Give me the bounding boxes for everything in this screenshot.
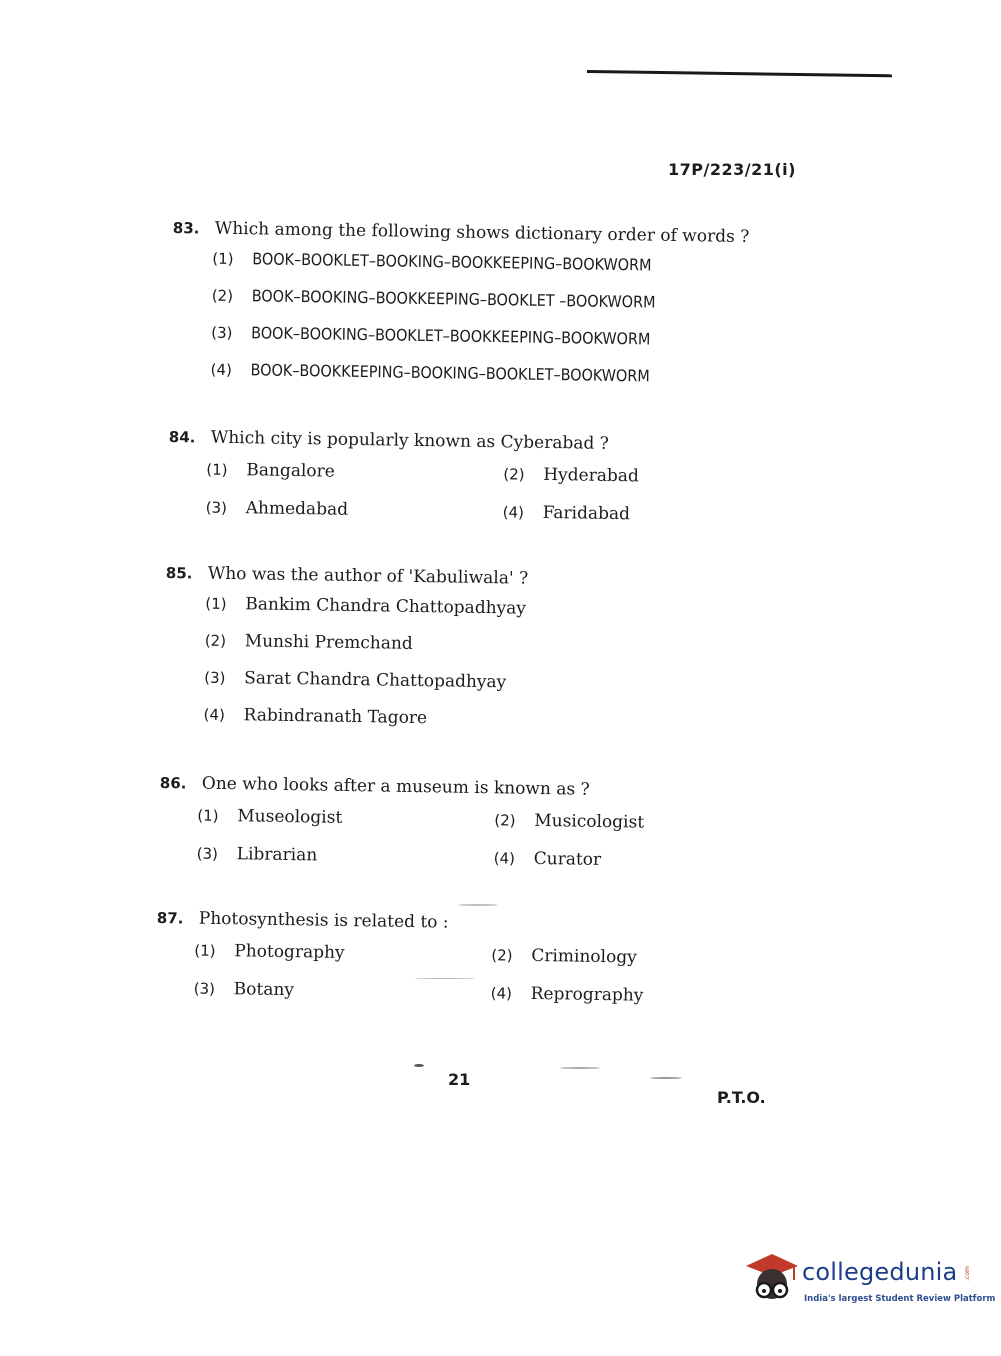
option-1: [205, 594, 528, 636]
option-text: Criminology: [531, 945, 637, 968]
question-text: Who was the author of 'Kabuliwala' ?: [207, 563, 529, 589]
question-text: Which city is popularly known as Cyberabad ?: [210, 427, 610, 454]
option-3: [204, 668, 527, 710]
option-3: [205, 498, 502, 535]
options-grid: [196, 806, 674, 883]
question-87: [155, 908, 672, 1018]
option-label: (1): [206, 460, 228, 479]
option-2: [503, 464, 683, 499]
option-label: (1): [205, 594, 227, 613]
option-label: (1): [212, 249, 234, 268]
option-label: (2): [494, 811, 516, 830]
brand-domain: .com: [963, 1266, 971, 1281]
scan-speck: [650, 1077, 682, 1079]
option-4: [210, 360, 747, 405]
option-text: Botany: [233, 979, 295, 1001]
option-label: (4): [490, 984, 513, 1003]
option-text: BOOK–BOOKLET–BOOKING–BOOKKEEPING–BOOKWORM: [252, 249, 652, 275]
brand-name: collegedunia: [802, 1258, 958, 1286]
options-grid: [205, 460, 683, 537]
options-list: [210, 249, 749, 405]
option-text: Bankim Chandra Chattopadhyay: [245, 594, 527, 619]
option-text: Musicologist: [534, 810, 645, 833]
question-86: [158, 773, 675, 883]
option-4: [493, 848, 673, 883]
option-text: Faridabad: [542, 502, 631, 525]
option-label: (3): [211, 323, 233, 342]
option-label: (3): [193, 979, 216, 998]
paper-code: 17P/223/21(i): [668, 160, 796, 179]
options-grid: [193, 941, 671, 1018]
option-text: Photography: [234, 941, 345, 963]
option-text: BOOK–BOOKING–BOOKLET–BOOKKEEPING–BOOKWORM: [251, 323, 651, 349]
question-number: 86.: [159, 773, 187, 793]
options-list: [203, 594, 528, 747]
option-label: (4): [493, 849, 516, 868]
question-text: Which among the following shows dictionary order of words ?: [214, 218, 750, 248]
option-text: Bangalore: [246, 460, 335, 482]
option-label: (3): [196, 844, 219, 863]
option-4: [490, 983, 670, 1018]
question-number: 83.: [172, 218, 200, 238]
question-83: [170, 218, 749, 405]
option-2: [494, 810, 674, 845]
option-text: BOOK–BOOKING–BOOKKEEPING–BOOKLET –BOOKWORM: [251, 286, 656, 312]
option-label: (1): [197, 806, 219, 825]
option-3: [196, 844, 493, 881]
option-1: [194, 941, 491, 978]
option-label: (4): [203, 705, 226, 724]
question-number: 87.: [156, 908, 184, 928]
option-label: (2): [211, 286, 234, 305]
question-text: Photosynthesis is related to :: [198, 908, 449, 933]
option-text: Ahmedabad: [245, 498, 349, 520]
option-label: (2): [491, 946, 513, 965]
scan-speck: [414, 1064, 424, 1067]
option-label: (1): [194, 941, 216, 960]
option-text: Munshi Premchand: [244, 631, 413, 654]
pto-label: P.T.O.: [717, 1088, 766, 1107]
option-text: Rabindranath Tagore: [243, 705, 428, 729]
page-number: 21: [448, 1070, 471, 1089]
collegedunia-watermark: [742, 1248, 996, 1314]
option-2: [491, 945, 671, 980]
question-text: One who looks after a museum is known as ?: [201, 773, 590, 800]
option-text: Museologist: [237, 806, 343, 828]
option-text: Sarat Chandra Chattopadhyay: [244, 668, 507, 693]
option-label: (3): [204, 668, 226, 687]
question-85: [163, 563, 528, 747]
option-text: Curator: [533, 848, 602, 870]
option-text: Librarian: [236, 844, 318, 866]
option-label: (2): [204, 631, 227, 650]
option-text: BOOK–BOOKKEEPING–BOOKING–BOOKLET–BOOKWORM: [250, 360, 650, 386]
option-label: (4): [210, 360, 233, 379]
question-84: [167, 427, 684, 537]
option-3: [193, 979, 490, 1016]
graduate-mascot-icon: [742, 1250, 800, 1308]
option-4: [203, 705, 526, 747]
option-label: (4): [502, 503, 525, 522]
brand-tagline: India's largest Student Review Platform: [804, 1294, 996, 1304]
scan-speck: [560, 1067, 600, 1069]
option-4: [502, 502, 682, 537]
option-label: (2): [503, 465, 525, 484]
option-1: [197, 806, 494, 843]
option-1: [206, 460, 503, 497]
option-text: Hyderabad: [543, 464, 639, 487]
question-number: 84.: [168, 427, 196, 447]
top-rule-line: [587, 70, 892, 77]
option-text: Reprography: [530, 983, 644, 1006]
scan-speck: [458, 904, 498, 906]
question-number: 85.: [165, 563, 193, 583]
scan-speck: [415, 978, 475, 979]
option-2: [204, 631, 527, 673]
option-label: (3): [205, 498, 228, 517]
